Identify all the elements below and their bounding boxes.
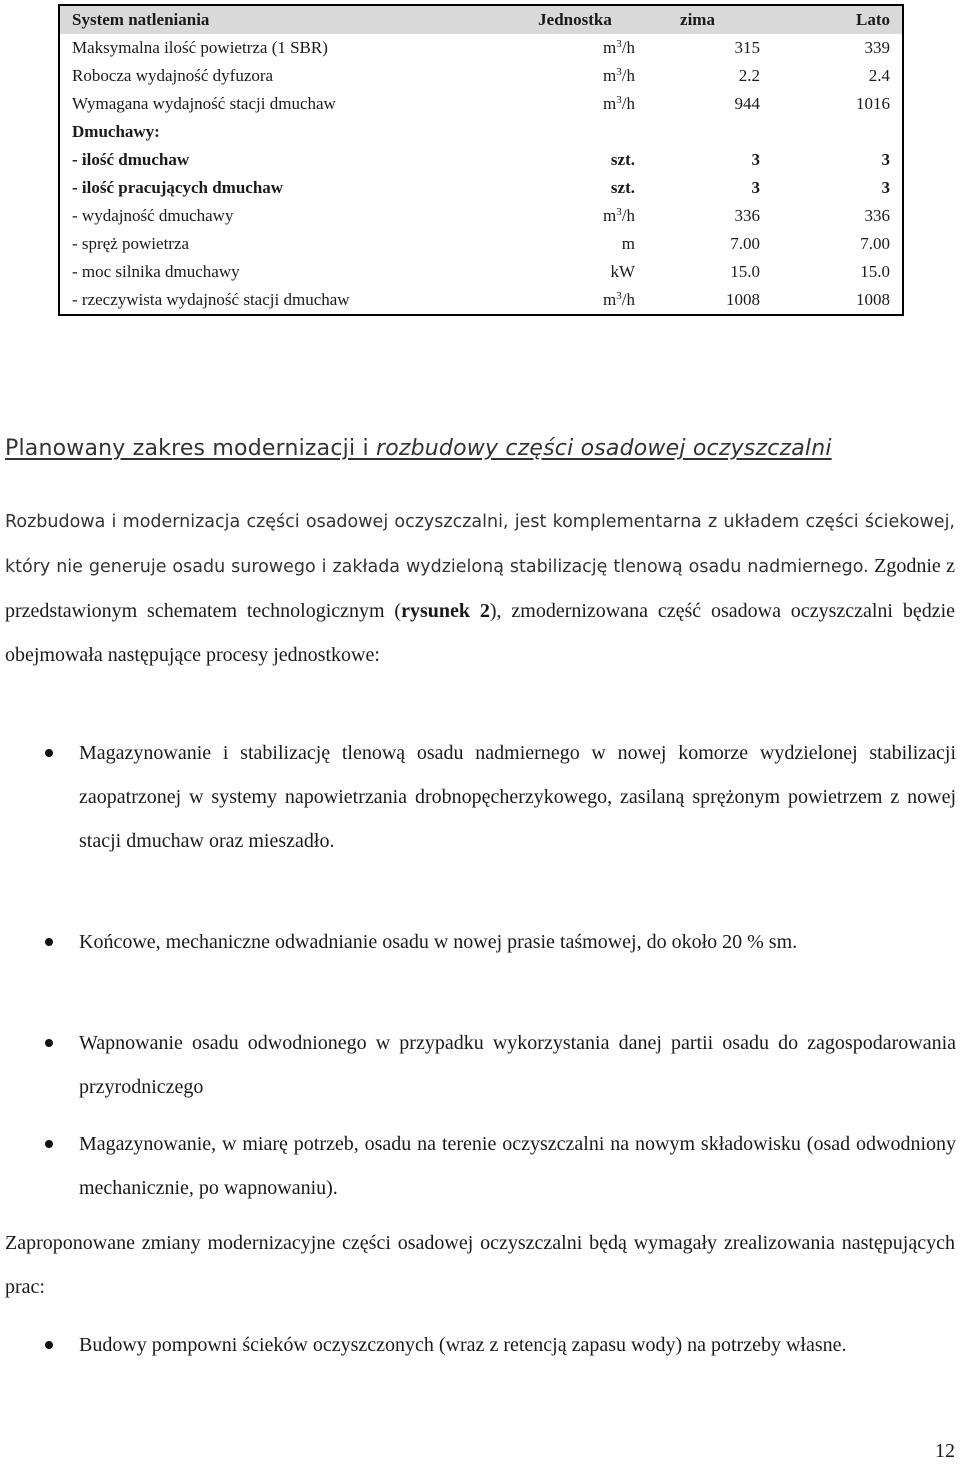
list-item-text: Końcowe, mechaniczne odwadnianie osadu w nowej prasie taśmowej, do około 20 % sm.: [79, 931, 798, 953]
aeration-table: [58, 4, 904, 316]
cell-unit: [515, 174, 635, 202]
page-number: 12: [935, 1440, 955, 1462]
cell-parameter: - wydajność dmuchawy: [72, 206, 234, 225]
bullet-icon: [45, 1341, 53, 1349]
unit-base: szt.: [610, 150, 635, 169]
cell-winter: 944: [734, 94, 760, 113]
cell-summer: 1016: [856, 94, 890, 113]
table-row: [60, 90, 902, 118]
cell-winter: 3: [751, 150, 760, 169]
unit-base: m: [603, 94, 617, 113]
cell-unit: [515, 118, 635, 146]
paragraph-intro-end: ), zmodernizowana część osadowa oczyszczalni będzie obejmowała następujące procesy jednostkowe:: [5, 600, 956, 666]
cell-summer: 339: [864, 38, 890, 57]
cell-unit: [515, 146, 635, 174]
list-item: [79, 920, 956, 964]
paragraph-intro-sans: Rozbudowa i modernizacja części osadowej oczyszczalni, jest komplementarna z układem części ściekowej, który nie generuje osadu surowego i zakłada wydzieloną stabilizację tlenową osadu nadmiernego.: [5, 512, 955, 577]
table-row: [60, 202, 902, 230]
paragraph-intro-serif: Zgodnie z przedstawionym schematem technologicznym (: [5, 555, 956, 622]
unit-base: Jednostka: [538, 10, 612, 29]
cell-parameter: - ilość dmuchaw: [72, 150, 190, 169]
table-row: [60, 258, 902, 286]
cell-winter: [635, 118, 760, 146]
cell-summer: 15.0: [860, 262, 890, 281]
cell-unit: [515, 286, 635, 314]
table-row: [60, 286, 902, 314]
list-item-text: Wapnowanie osadu odwodnionego w przypadku wykorzystania danej partii osadu do zagospodarowania przyrodniczego: [79, 1032, 956, 1098]
list-item-text: Magazynowanie i stabilizację tlenową osadu nadmiernego w nowej komorze wydzielonej stabilizacji zaopatrzonej w systemy napowietrzania drobnopęcherzykowego, zasilaną sprężonym powietrzem z nowej stacji dmuchaw oraz mieszadło.: [79, 742, 956, 852]
unit-exponent: 3: [616, 66, 622, 78]
heading-normal: Planowany zakres modernizacji i: [5, 436, 376, 461]
cell-unit: [515, 258, 635, 286]
unit-base: m: [603, 290, 617, 309]
figure-reference: rysunek 2: [401, 600, 490, 622]
list-item: [79, 1323, 956, 1367]
table-row: [60, 118, 902, 146]
table-row: [60, 34, 902, 62]
paragraph-works: [5, 1221, 955, 1309]
aeration-table-grid: [60, 6, 902, 314]
cell-parameter: - spręż powietrza: [72, 234, 190, 253]
cell-winter: 1008: [726, 290, 760, 309]
section-heading: [5, 436, 955, 461]
list-item: [79, 1021, 956, 1109]
bullet-icon: [45, 938, 53, 946]
cell-winter: zima: [635, 6, 760, 34]
bullet-icon: [45, 749, 53, 757]
cell-unit: [515, 90, 635, 118]
paragraph-works-text: Zaproponowane zmiany modernizacyjne części osadowej oczyszczalni będą wymagały zrealizowania następujących prac:: [5, 1232, 955, 1298]
unit-base: m: [603, 38, 617, 57]
list-item: [79, 1122, 956, 1210]
list-item: [79, 731, 956, 863]
list-item-text: Magazynowanie, w miarę potrzeb, osadu na terenie oczyszczalni na nowym składowisku (osad odwodniony mechanicznie, po wapnowaniu).: [79, 1133, 956, 1199]
cell-parameter: Wymagana wydajność stacji dmuchaw: [72, 94, 336, 113]
cell-summer: 336: [864, 206, 890, 225]
unit-exponent: 3: [616, 290, 622, 302]
cell-unit: [515, 230, 635, 258]
cell-parameter: - rzeczywista wydajność stacji dmuchaw: [72, 290, 350, 309]
cell-summer: 3: [881, 150, 890, 169]
unit-exponent: 3: [616, 206, 622, 218]
cell-summer: Lato: [760, 6, 902, 34]
unit-suffix: /h: [621, 38, 635, 57]
cell-unit: [515, 62, 635, 90]
cell-winter: 315: [734, 38, 760, 57]
cell-winter: 336: [734, 206, 760, 225]
unit-suffix: /h: [621, 94, 635, 113]
unit-base: m: [603, 66, 617, 85]
bullet-icon: [45, 1039, 53, 1047]
cell-parameter: Maksymalna ilość powietrza (1 SBR): [72, 38, 328, 57]
unit-exponent: 3: [616, 38, 622, 50]
unit-base: m: [621, 234, 635, 253]
cell-winter: 2.2: [738, 66, 760, 85]
table-row: [60, 230, 902, 258]
cell-parameter: Robocza wydajność dyfuzora: [72, 66, 274, 85]
table-row: [60, 62, 902, 90]
cell-summer: 7.00: [860, 234, 890, 253]
cell-unit: [515, 6, 635, 34]
cell-summer: 3: [881, 178, 890, 197]
heading-italic: rozbudowy części osadowej oczyszczalni: [375, 436, 832, 461]
cell-summer: 2.4: [868, 66, 890, 85]
unit-exponent: 3: [616, 94, 622, 106]
cell-winter: 7.00: [730, 234, 760, 253]
bullet-icon: [45, 1140, 53, 1148]
paragraph-intro: [5, 499, 955, 677]
cell-parameter: - ilość pracujących dmuchaw: [72, 178, 284, 197]
cell-unit: [515, 202, 635, 230]
table-header-row: [60, 6, 902, 34]
unit-suffix: /h: [621, 66, 635, 85]
unit-suffix: /h: [621, 206, 635, 225]
cell-parameter: - moc silnika dmuchawy: [72, 262, 240, 281]
table-row: [60, 174, 902, 202]
cell-summer: [760, 118, 902, 146]
cell-unit: [515, 34, 635, 62]
cell-winter: 15.0: [730, 262, 760, 281]
cell-summer: 1008: [856, 290, 890, 309]
unit-base: szt.: [610, 178, 635, 197]
cell-parameter: System natleniania: [60, 6, 515, 34]
cell-winter: 3: [751, 178, 760, 197]
unit-suffix: /h: [621, 290, 635, 309]
list-item-text: Budowy pompowni ścieków oczyszczonych (wraz z retencją zapasu wody) na potrzeby własne.: [79, 1334, 847, 1356]
table-row: [60, 146, 902, 174]
cell-parameter: Dmuchawy:: [72, 122, 160, 141]
unit-base: m: [603, 206, 617, 225]
unit-base: kW: [610, 262, 635, 281]
